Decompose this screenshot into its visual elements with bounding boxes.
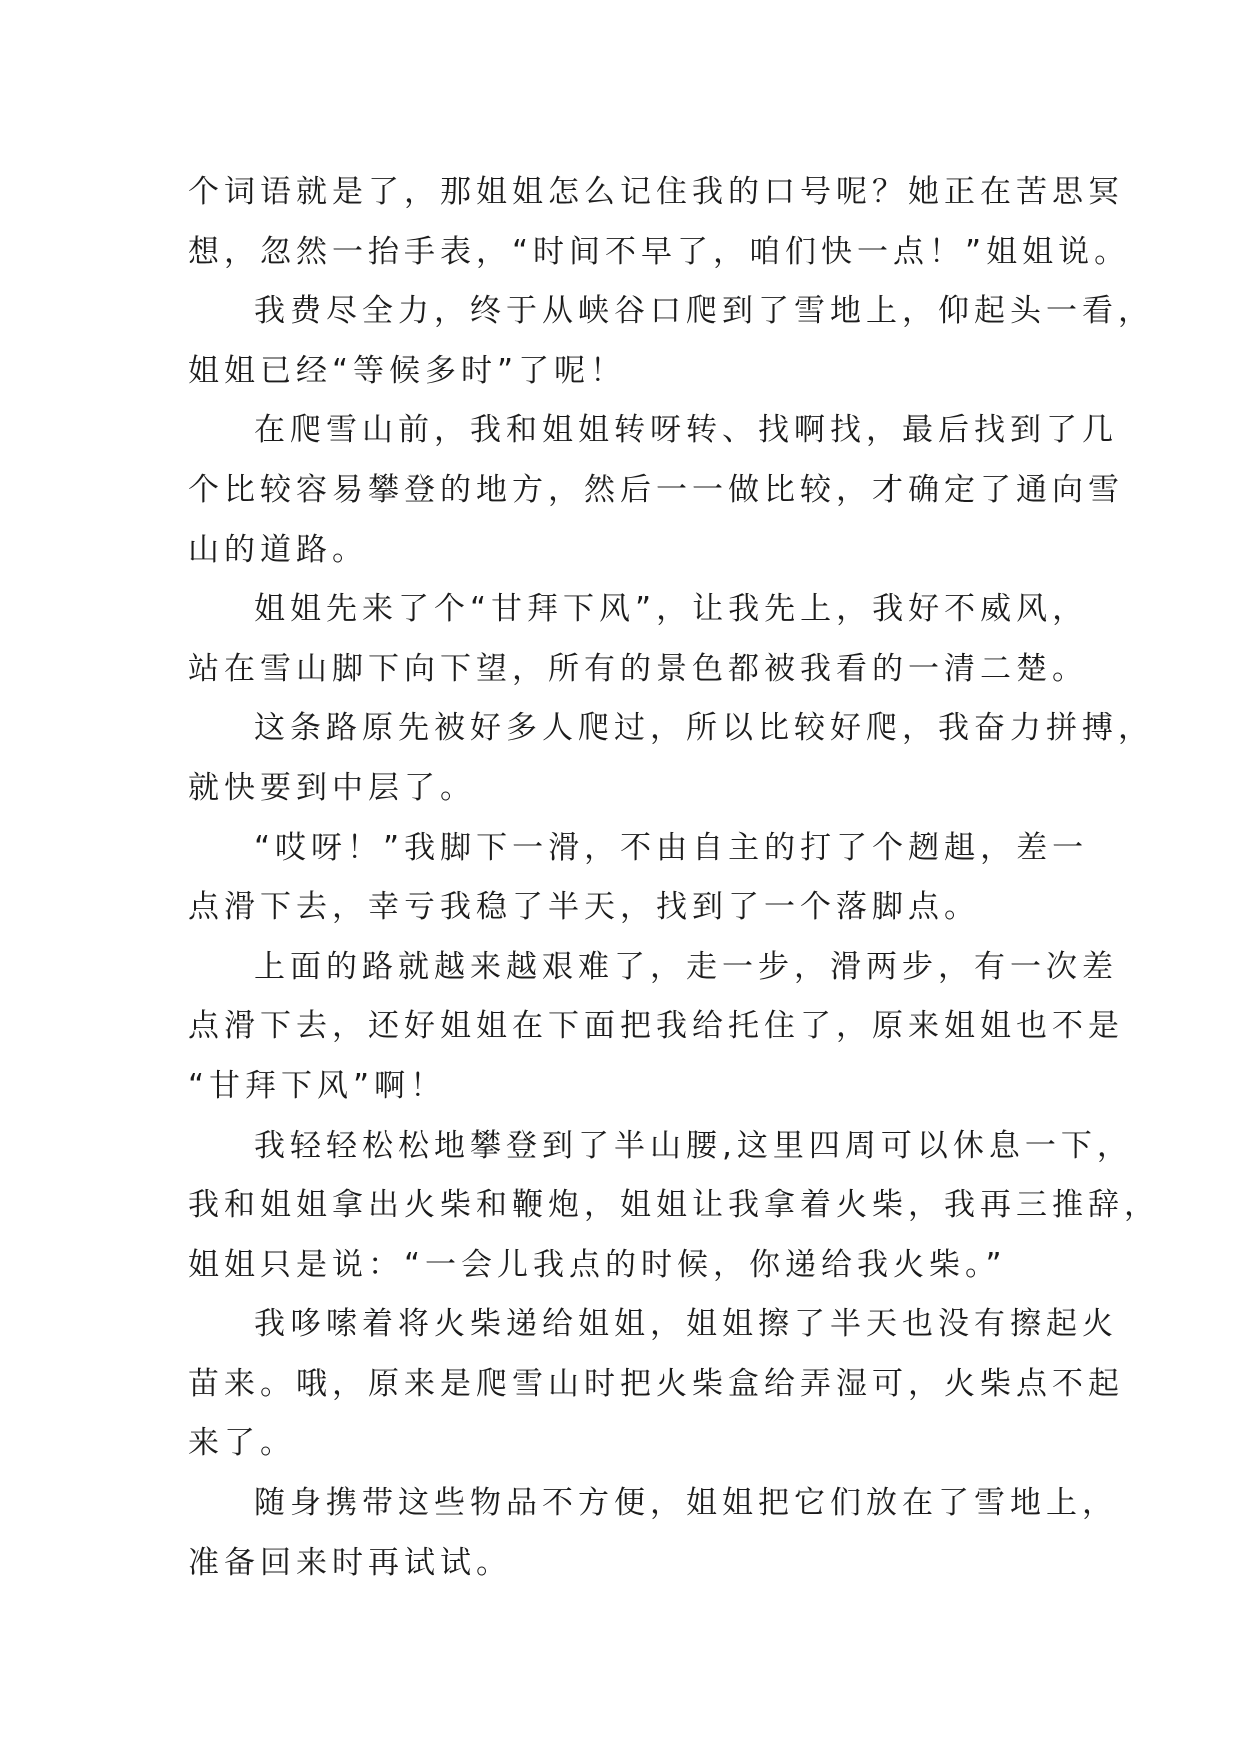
text-line: 这条路原先被好多人爬过，所以比较好爬，我奋力拼搏， [254,710,1154,747]
text-line: “哎呀！”我脚下一滑，不由自主的打了个趔趄，差一 [254,829,1089,866]
text-line: 点滑下去，还好姐姐在下面把我给托住了，原来姐姐也不是 [188,1008,1124,1045]
text-line: 随身携带这些物品不方便，姐姐把它们放在了雪地上， [254,1485,1118,1522]
text-line: 个词语就是了，那姐姐怎么记住我的口号呢？她正在苦思冥 [188,174,1124,210]
text-line: “甘拜下风”啊！ [188,1067,447,1104]
text-line: 在爬雪山前，我和姐姐转呀转、找啊找，最后找到了几 [254,412,1118,449]
text-line: 想，忽然一抬手表，“时间不早了，咱们快一点！”姐姐说。 [188,233,1131,270]
text-line: 姐姐先来了个“甘拜下风”，让我先上，我好不威风， [254,591,1089,628]
text-line: 姐姐已经“等候多时”了呢！ [188,352,627,389]
text-line: 苗来。哦，原来是爬雪山时把火柴盒给弄湿可，火柴点不起 [188,1365,1124,1402]
text-line: 山的道路。 [188,531,368,568]
text-line: 个比较容易攀登的地方，然后一一做比较，才确定了通向雪 [188,471,1124,508]
text-line: 姐姐只是说：“一会儿我点的时候，你递给我火柴。” [188,1246,1007,1283]
text-line: 站在雪山脚下向下望，所有的景色都被我看的一清二楚。 [188,650,1088,687]
body-text [188,163,1160,1593]
text-line: 点滑下去，幸亏我稳了半天，找到了一个落脚点。 [188,889,980,926]
text-line: 我费尽全力，终于从峡谷口爬到了雪地上，仰起头一看， [254,293,1154,330]
text-line: 来了。 [188,1425,296,1462]
text-line: 我轻轻松松地攀登到了半山腰,这里四周可以休息一下， [254,1127,1133,1164]
text-line: 就快要到中层了。 [188,769,476,806]
text-line: 上面的路就越来越艰难了，走一步，滑两步，有一次差 [254,948,1118,985]
text-line: 准备回来时再试试。 [188,1544,512,1581]
text-line: 我和姐姐拿出火柴和鞭炮，姐姐让我拿着火柴，我再三推辞， [188,1187,1160,1224]
text-line: 我哆嗦着将火柴递给姐姐，姐姐擦了半天也没有擦起火 [254,1306,1118,1343]
